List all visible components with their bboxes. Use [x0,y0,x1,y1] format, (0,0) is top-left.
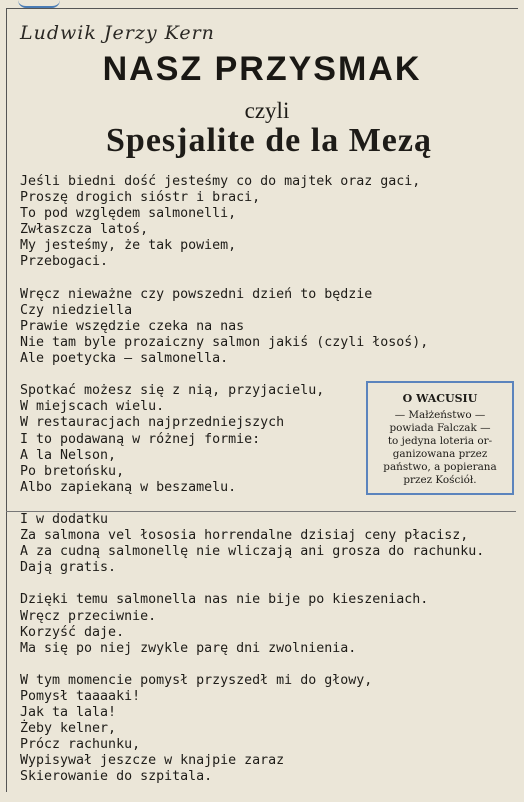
poem-stanza [20,592,520,656]
poem-line: W miejscach wielu. [20,399,165,415]
poem-line: W tym momencie pomysł przyszedł mi do głowy, [20,672,373,688]
sidebar-box [366,381,514,495]
poem-line: Nie tam byle prozaiczny salmon jakiś (czyli łosoś), [20,334,429,350]
poem-stanza [20,174,520,271]
sidebar-box-line: — Małżeństwo — [394,409,486,421]
poem-line: Ale poetycka — salmonella. [20,351,229,367]
poem-line: Jeśli biedni dość jesteśmy co do majtek oraz gaci, [20,174,421,189]
poem-line: A la Nelson, [20,447,117,463]
poem-line: Proszę drogich sióstr i braci, [20,190,261,206]
poem-line: Jak ta lala! [20,705,117,721]
poem-line: Za salmona vel łososia horrendalne dzisiaj ceny płacisz, [20,528,469,544]
poem-line: Skierowanie do szpitala. [20,769,213,785]
separator-line [6,511,516,512]
sidebar-box-line: przez Kościół. [403,474,477,486]
poem-line: W restauracjach najprzedniejszych [20,415,285,431]
article-subtitle: Spesjalite de la Mezą [106,122,432,159]
poem-line: I to podawaną w różnej formie: [20,431,261,447]
poem-line: Dają gratis. [20,560,117,576]
poem-line: Zwłaszcza latoś, [20,222,149,238]
poem-line: Czy niedziella [20,302,133,318]
poem-line: A za cudną salmonellę nie wliczają ani grosza do rachunku. [20,544,485,560]
poem-line: Ma się po niej zwykle parę dni zwolnienia. [20,640,357,656]
poem-line: To pod względem salmonelli, [20,206,237,222]
poem-line: Dzięki temu salmonella nas nie bije po kieszeniach. [20,592,429,608]
sidebar-box-title: O WACUSIU [402,392,478,405]
poem-line: Wypisywał jeszcze w knajpie zaraz [20,753,285,769]
sidebar-box-line: to jedyna loteria or- [387,435,493,447]
poem-line: Albo zapiekaną w beszamelu. [20,479,237,495]
poem-line: Prócz rachunku, [20,737,141,753]
title-connector: czyli [244,98,290,123]
poem-line: Wręcz nieważne czy powszedni dzień to będzie [20,286,373,302]
sidebar-box-line: państwo, a popierana [383,461,497,473]
sidebar-box-line: ganizowana przez [392,448,488,460]
poem-line: Pomysł taaaaki! [20,689,141,704]
poem-line: Żeby kelner, [20,721,117,737]
poem-stanza [20,512,520,576]
poem-line: Prawie wszędzie czeka na nas [20,318,245,334]
poem-line: I w dodatku [20,511,109,527]
sidebar-box-line: powiada Falczak — [389,422,491,434]
poem-line: Korzyść daje. [20,624,125,640]
top-decoration [18,0,60,8]
poem-stanza [20,673,520,786]
article-title: NASZ PRZYSMAK [102,50,422,88]
poem-line: Po bretońsku, [20,463,125,479]
poem-line: Wręcz przeciwnie. [20,608,157,624]
author-name: Ludwik Jerzy Kern [20,22,215,44]
poem-line: Spotkać możesz się z nią, przyjacielu, [20,383,325,399]
poem-line: My jesteśmy, że tak powiem, [20,238,237,254]
poem-line: Przebogaci. [20,254,109,270]
poem-stanza [20,287,520,367]
